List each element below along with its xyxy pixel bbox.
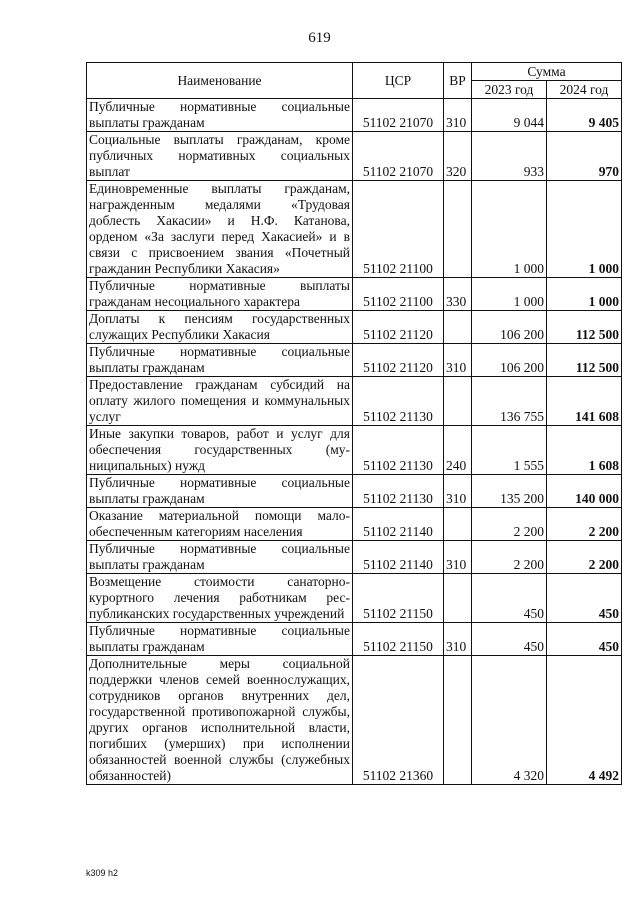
table-row (87, 426, 622, 475)
row-2024-cell: 1 608 (547, 426, 622, 475)
header-vr: ВР (444, 63, 472, 99)
row-2023-cell: 1 000 (472, 181, 547, 278)
row-2024-cell: 1 000 (547, 278, 622, 311)
row-vr-cell (444, 508, 472, 541)
row-csr-cell: 51102 21130 (353, 475, 444, 508)
row-csr-cell: 51102 21130 (353, 426, 444, 475)
row-2024-cell: 2 200 (547, 508, 622, 541)
row-2024-cell: 2 200 (547, 541, 622, 574)
row-2023-cell: 1 555 (472, 426, 547, 475)
row-2024-cell: 141 608 (547, 377, 622, 426)
table-row (87, 344, 622, 377)
table-row (87, 278, 622, 311)
row-2023-cell: 106 200 (472, 311, 547, 344)
row-name-cell: Публичные нормативные социальные выплаты гражданам (87, 541, 353, 574)
row-csr-cell: 51102 21140 (353, 541, 444, 574)
row-2023-cell: 450 (472, 574, 547, 623)
row-vr-cell: 310 (444, 623, 472, 656)
row-2023-cell: 2 200 (472, 541, 547, 574)
row-csr-cell: 51102 21100 (353, 181, 444, 278)
row-name-cell: Единовременные выплаты гражданам, награжденным медалями «Трудовая доблесть Хакасии» и Н.Ф. Катанова, орденом «За заслуги перед Хакасией» и в связи с присвоением звания «Почетный гражданин Республики Хакасия» (87, 181, 353, 278)
footer-code: k309 h2 (86, 868, 119, 878)
table-row (87, 181, 622, 278)
row-2024-cell: 4 492 (547, 656, 622, 785)
header-csr: ЦСР (353, 63, 444, 99)
row-vr-cell: 310 (444, 344, 472, 377)
row-csr-cell: 51102 21360 (353, 656, 444, 785)
row-name-cell: Иные закупки товаров, работ и услуг для обеспечения государственных (муниципальных) нужд (87, 426, 353, 475)
row-name-cell: Публичные нормативные социальные выплаты гражданам (87, 623, 353, 656)
table-row (87, 541, 622, 574)
row-vr-cell (444, 656, 472, 785)
row-name-cell: Дополнительные меры социальной поддержки членов семей военнослужащих, сотрудников органов внутренних дел, государственной противопожарной службы, других органов исполнительной власти, погибших (умерших) при исполнении обязанностей военной службы (служебных обязанностей) (87, 656, 353, 785)
row-2023-cell: 2 200 (472, 508, 547, 541)
header-name: Наименование (87, 63, 353, 99)
header-year-2023: 2023 год (472, 81, 547, 99)
table-row (87, 132, 622, 181)
row-2024-cell: 1 000 (547, 181, 622, 278)
row-2024-cell: 9 405 (547, 99, 622, 132)
page-number: 619 (308, 30, 331, 46)
header-sum: Сумма (472, 63, 622, 81)
row-name-cell: Возмещение стоимости санаторно-курортного лечения работникам республиканских государственных учреждений (87, 574, 353, 623)
row-2023-cell: 135 200 (472, 475, 547, 508)
row-2024-cell: 112 500 (547, 311, 622, 344)
row-csr-cell: 51102 21100 (353, 278, 444, 311)
row-csr-cell: 51102 21070 (353, 99, 444, 132)
row-2023-cell: 933 (472, 132, 547, 181)
row-vr-cell: 310 (444, 475, 472, 508)
row-2023-cell: 136 755 (472, 377, 547, 426)
row-2024-cell: 970 (547, 132, 622, 181)
row-2024-cell: 450 (547, 574, 622, 623)
row-name-cell: Публичные нормативные выплаты гражданам несоциального характера (87, 278, 353, 311)
row-vr-cell (444, 377, 472, 426)
table-row (87, 377, 622, 426)
row-vr-cell: 320 (444, 132, 472, 181)
row-2024-cell: 450 (547, 623, 622, 656)
row-name-cell: Социальные выплаты гражданам, кроме публичных нормативных социальных выплат (87, 132, 353, 181)
row-vr-cell: 310 (444, 541, 472, 574)
budget-table (86, 62, 622, 785)
table-row (87, 475, 622, 508)
table-row (87, 656, 622, 785)
header-year-2024: 2024 год (547, 81, 622, 99)
row-name-cell: Доплаты к пенсиям государственных служащих Республики Хакасия (87, 311, 353, 344)
row-vr-cell (444, 574, 472, 623)
row-csr-cell: 51102 21140 (353, 508, 444, 541)
row-2023-cell: 9 044 (472, 99, 547, 132)
row-csr-cell: 51102 21120 (353, 311, 444, 344)
table-row (87, 623, 622, 656)
table-row (87, 574, 622, 623)
table-row (87, 99, 622, 132)
row-vr-cell: 330 (444, 278, 472, 311)
row-vr-cell (444, 311, 472, 344)
row-csr-cell: 51102 21120 (353, 344, 444, 377)
row-2023-cell: 450 (472, 623, 547, 656)
table-row (87, 311, 622, 344)
row-csr-cell: 51102 21150 (353, 623, 444, 656)
row-csr-cell: 51102 21150 (353, 574, 444, 623)
row-csr-cell: 51102 21130 (353, 377, 444, 426)
row-name-cell: Публичные нормативные социальные выплаты гражданам (87, 99, 353, 132)
row-name-cell: Предоставление гражданам субсидий на оплату жилого помещения и коммунальных услуг (87, 377, 353, 426)
row-vr-cell: 310 (444, 99, 472, 132)
row-vr-cell (444, 181, 472, 278)
row-name-cell: Публичные нормативные социальные выплаты гражданам (87, 344, 353, 377)
row-vr-cell: 240 (444, 426, 472, 475)
row-2023-cell: 4 320 (472, 656, 547, 785)
row-name-cell: Оказание материальной помощи малообеспеченным категориям населения (87, 508, 353, 541)
row-name-cell: Публичные нормативные социальные выплаты гражданам (87, 475, 353, 508)
row-2023-cell: 1 000 (472, 278, 547, 311)
row-csr-cell: 51102 21070 (353, 132, 444, 181)
table-row (87, 508, 622, 541)
row-2023-cell: 106 200 (472, 344, 547, 377)
row-2024-cell: 112 500 (547, 344, 622, 377)
table-body (87, 99, 622, 785)
row-2024-cell: 140 000 (547, 475, 622, 508)
